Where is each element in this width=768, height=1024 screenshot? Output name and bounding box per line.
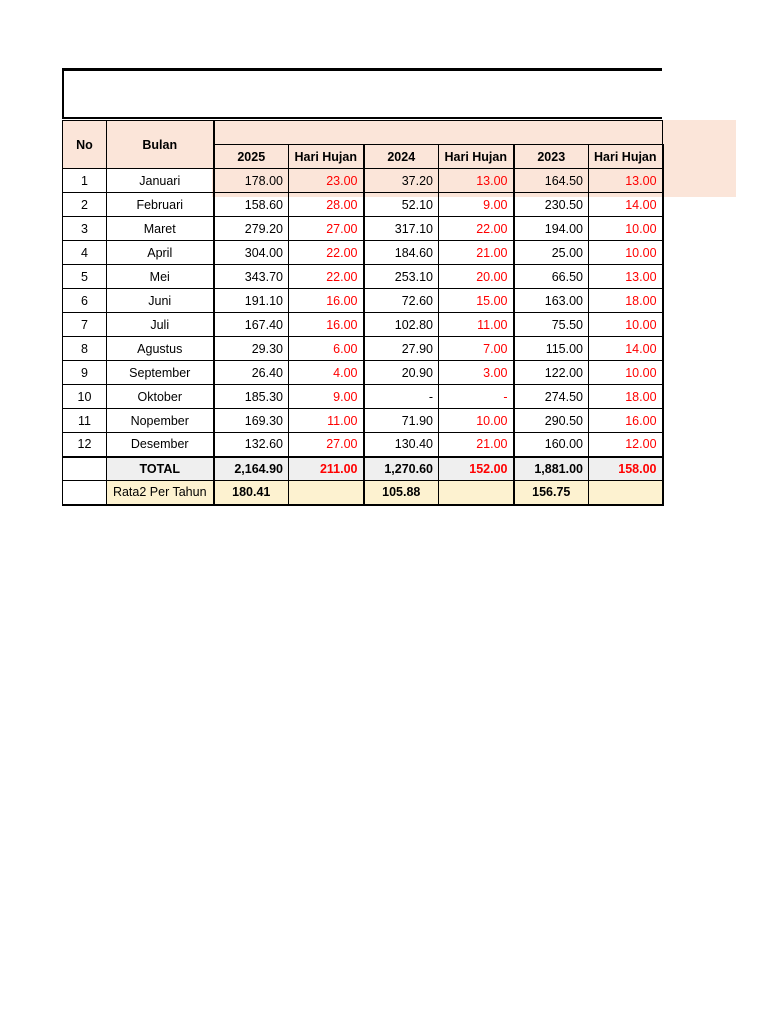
rain-days-2024: 20.00 [439, 265, 514, 289]
rainfall-2023: 164.50 [514, 169, 589, 193]
rainfall-2025: 185.30 [214, 385, 289, 409]
rain-days-2025: 16.00 [289, 289, 364, 313]
table-row [63, 409, 663, 433]
rain-days-2025: 23.00 [289, 169, 364, 193]
rainfall-2023: 274.50 [514, 385, 589, 409]
rain-days-2025: 27.00 [289, 217, 364, 241]
rainfall-2024: 317.10 [364, 217, 439, 241]
rain-days-2023: 10.00 [589, 241, 663, 265]
total-label: TOTAL [107, 457, 214, 481]
average-2023: 156.75 [514, 481, 589, 505]
total-hari-hujan-2023: 158.00 [589, 457, 663, 481]
rainfall-2023: 163.00 [514, 289, 589, 313]
total-2025: 2,164.90 [214, 457, 289, 481]
rainfall-2025: 158.60 [214, 193, 289, 217]
rain-days-2023: 10.00 [589, 217, 663, 241]
header-hari-hujan: Hari Hujan [589, 145, 663, 169]
row-no: 8 [63, 337, 107, 361]
row-no: 5 [63, 265, 107, 289]
average-2025: 180.41 [214, 481, 289, 505]
rain-days-2025: 16.00 [289, 313, 364, 337]
rainfall-2024: 72.60 [364, 289, 439, 313]
table-row [63, 313, 663, 337]
row-month: Februari [107, 193, 214, 217]
header-blank [214, 121, 663, 145]
title-box [62, 68, 662, 119]
row-month: Juli [107, 313, 214, 337]
rainfall-2024: 130.40 [364, 433, 439, 457]
row-month: Maret [107, 217, 214, 241]
row-month: Desember [107, 433, 214, 457]
rain-days-2025: 11.00 [289, 409, 364, 433]
row-no: 4 [63, 241, 107, 265]
rainfall-2024: 102.80 [364, 313, 439, 337]
rain-days-2024: 3.00 [439, 361, 514, 385]
rain-days-2023: 14.00 [589, 337, 663, 361]
header-year-2025: 2025 [214, 145, 289, 169]
header-hari-hujan: Hari Hujan [289, 145, 364, 169]
row-no: 3 [63, 217, 107, 241]
rain-days-2024: 13.00 [439, 169, 514, 193]
rainfall-2024: - [364, 385, 439, 409]
header-no: No [63, 121, 107, 169]
header-hari-hujan: Hari Hujan [439, 145, 514, 169]
row-month: Agustus [107, 337, 214, 361]
rainfall-2023: 25.00 [514, 241, 589, 265]
total-no-cell [63, 457, 107, 481]
rainfall-2024: 37.20 [364, 169, 439, 193]
rainfall-2024: 71.90 [364, 409, 439, 433]
row-month: September [107, 361, 214, 385]
row-month: April [107, 241, 214, 265]
rainfall-table [62, 120, 664, 506]
row-month: Juni [107, 289, 214, 313]
table-row [63, 433, 663, 457]
header-year-2023: 2023 [514, 145, 589, 169]
row-no: 2 [63, 193, 107, 217]
table-row [63, 193, 663, 217]
rainfall-2023: 66.50 [514, 265, 589, 289]
rainfall-2024: 20.90 [364, 361, 439, 385]
average-2024: 105.88 [364, 481, 439, 505]
row-month: Mei [107, 265, 214, 289]
rain-days-2025: 22.00 [289, 241, 364, 265]
rain-days-2025: 9.00 [289, 385, 364, 409]
rain-days-2023: 10.00 [589, 313, 663, 337]
average-empty-cell [589, 481, 663, 505]
row-no: 6 [63, 289, 107, 313]
rain-days-2024: 21.00 [439, 433, 514, 457]
rain-days-2023: 16.00 [589, 409, 663, 433]
average-label: Rata2 Per Tahun [107, 481, 214, 505]
rain-days-2024: 7.00 [439, 337, 514, 361]
rainfall-2023: 115.00 [514, 337, 589, 361]
rain-days-2025: 4.00 [289, 361, 364, 385]
rainfall-2023: 75.50 [514, 313, 589, 337]
rain-days-2023: 12.00 [589, 433, 663, 457]
header-bulan: Bulan [107, 121, 214, 169]
rain-days-2024: - [439, 385, 514, 409]
row-no: 12 [63, 433, 107, 457]
rainfall-2023: 230.50 [514, 193, 589, 217]
rain-days-2023: 18.00 [589, 289, 663, 313]
rain-days-2024: 10.00 [439, 409, 514, 433]
rainfall-2024: 253.10 [364, 265, 439, 289]
row-no: 1 [63, 169, 107, 193]
average-no-cell [63, 481, 107, 505]
row-no: 9 [63, 361, 107, 385]
rainfall-2023: 194.00 [514, 217, 589, 241]
rain-days-2024: 11.00 [439, 313, 514, 337]
rainfall-2024: 27.90 [364, 337, 439, 361]
average-empty-cell [289, 481, 364, 505]
table-row [63, 217, 663, 241]
rain-days-2025: 22.00 [289, 265, 364, 289]
rain-days-2023: 18.00 [589, 385, 663, 409]
row-month: Januari [107, 169, 214, 193]
row-month: Oktober [107, 385, 214, 409]
rain-days-2023: 14.00 [589, 193, 663, 217]
average-empty-cell [439, 481, 514, 505]
rain-days-2023: 10.00 [589, 361, 663, 385]
rain-days-2025: 28.00 [289, 193, 364, 217]
rain-days-2024: 21.00 [439, 241, 514, 265]
table-row [63, 265, 663, 289]
total-hari-hujan-2025: 211.00 [289, 457, 364, 481]
rain-days-2024: 9.00 [439, 193, 514, 217]
rain-days-2025: 6.00 [289, 337, 364, 361]
rainfall-2025: 26.40 [214, 361, 289, 385]
total-hari-hujan-2024: 152.00 [439, 457, 514, 481]
rainfall-2025: 304.00 [214, 241, 289, 265]
table-row [63, 337, 663, 361]
rainfall-2025: 169.30 [214, 409, 289, 433]
rain-days-2024: 22.00 [439, 217, 514, 241]
total-2023: 1,881.00 [514, 457, 589, 481]
rainfall-2023: 160.00 [514, 433, 589, 457]
row-no: 11 [63, 409, 107, 433]
table-row [63, 361, 663, 385]
table-row [63, 289, 663, 313]
rainfall-2025: 279.20 [214, 217, 289, 241]
rain-days-2023: 13.00 [589, 169, 663, 193]
rainfall-2025: 343.70 [214, 265, 289, 289]
table-row [63, 169, 663, 193]
rainfall-2025: 132.60 [214, 433, 289, 457]
rainfall-2023: 122.00 [514, 361, 589, 385]
header-year-2024: 2024 [364, 145, 439, 169]
total-2024: 1,270.60 [364, 457, 439, 481]
table-row [63, 385, 663, 409]
rainfall-2023: 290.50 [514, 409, 589, 433]
rainfall-2024: 52.10 [364, 193, 439, 217]
row-no: 10 [63, 385, 107, 409]
rain-days-2024: 15.00 [439, 289, 514, 313]
rainfall-2025: 29.30 [214, 337, 289, 361]
rain-days-2025: 27.00 [289, 433, 364, 457]
rainfall-2025: 191.10 [214, 289, 289, 313]
rainfall-2025: 167.40 [214, 313, 289, 337]
rainfall-2024: 184.60 [364, 241, 439, 265]
table-row [63, 241, 663, 265]
row-month: Nopember [107, 409, 214, 433]
row-no: 7 [63, 313, 107, 337]
rain-days-2023: 13.00 [589, 265, 663, 289]
rainfall-2025: 178.00 [214, 169, 289, 193]
